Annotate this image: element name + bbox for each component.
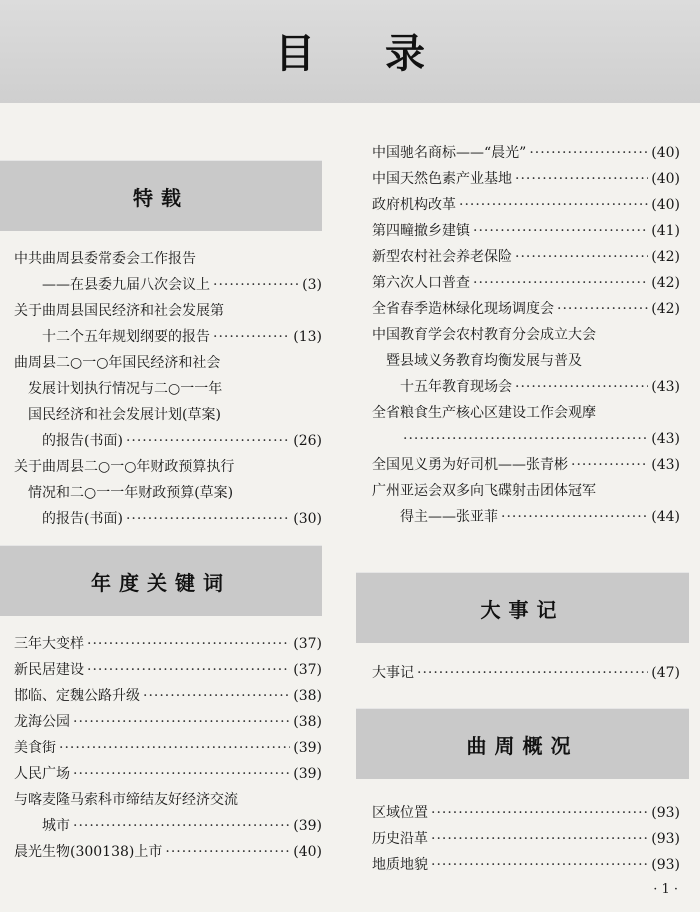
- leader-dots: [213, 324, 290, 350]
- leader-dots: [403, 426, 648, 452]
- leader-dots: [165, 839, 290, 865]
- toc-entry-title: 的报告(书面): [42, 433, 123, 449]
- leader-dots: [515, 374, 648, 400]
- section-band-gaikuang: [356, 708, 689, 779]
- leader-dots: [213, 272, 299, 298]
- section-band-dashiji: [356, 572, 689, 643]
- toc-entry-title: 中共曲周县委常委会工作报告: [14, 251, 196, 267]
- toc-list-gaikuang: [372, 800, 680, 878]
- leader-dots: [459, 192, 648, 218]
- toc-entry-page: (40): [651, 171, 680, 187]
- toc-entry-page: (44): [651, 509, 680, 525]
- toc-entry-title: 中国教育学会农村教育分会成立大会: [372, 327, 596, 343]
- toc-entry[interactable]: [372, 296, 680, 322]
- leader-dots: [571, 452, 648, 478]
- toc-entry-title: 城市: [42, 818, 70, 834]
- toc-entry-page: (37): [293, 662, 322, 678]
- toc-entry-title: 龙海公园: [14, 714, 70, 730]
- leader-dots: [73, 813, 290, 839]
- toc-entry[interactable]: [372, 270, 680, 296]
- toc-entry-title: 关于曲周县二○一○年财政预算执行: [14, 459, 235, 475]
- page-header: [0, 0, 700, 103]
- leader-dots: [87, 657, 290, 683]
- toc-entry-title: 新民居建设: [14, 662, 84, 678]
- toc-list-keywords-left: [14, 631, 322, 865]
- toc-entry[interactable]: [14, 657, 322, 683]
- leader-dots: [529, 140, 648, 166]
- toc-entry[interactable]: [14, 683, 322, 709]
- toc-entry-title: 大事记: [372, 665, 414, 681]
- toc-entry[interactable]: [14, 787, 322, 839]
- toc-entry-title: 区域位置: [372, 805, 428, 821]
- toc-entry-page: (39): [293, 818, 322, 834]
- toc-entry[interactable]: [14, 350, 322, 454]
- toc-entry-title: 广州亚运会双多向飞碟射击团体冠军: [372, 483, 596, 499]
- toc-entry-title: 与喀麦隆马索科市缔结友好经济交流: [14, 792, 238, 808]
- toc-entry[interactable]: [372, 166, 680, 192]
- toc-entry-title: 第四疃撤乡建镇: [372, 223, 470, 239]
- toc-entry-page: (93): [651, 857, 680, 873]
- toc-entry-title: 新型农村社会养老保险: [372, 249, 512, 265]
- toc-entry-page: (41): [651, 223, 680, 239]
- toc-entry-title: ——在县委九届八次会议上: [42, 277, 210, 293]
- leader-dots: [87, 631, 290, 657]
- leader-dots: [515, 166, 648, 192]
- toc-entry-page: (93): [651, 831, 680, 847]
- toc-entry-title: 美食街: [14, 740, 56, 756]
- leader-dots: [431, 826, 648, 852]
- toc-entry-title: 的报告(书面): [42, 511, 123, 527]
- toc-entry-page: (38): [293, 714, 322, 730]
- toc-entry-title: 全省粮食生产核心区建设工作会观摩: [372, 405, 596, 421]
- toc-entry-title: 中国驰名商标——“晨光”: [372, 145, 527, 161]
- toc-entry-page: (30): [293, 511, 322, 527]
- toc-entry-page: (39): [293, 740, 322, 756]
- toc-entry-page: (37): [293, 636, 322, 652]
- leader-dots: [557, 296, 648, 322]
- toc-entry[interactable]: [372, 218, 680, 244]
- toc-entry-title: 地质地貌: [372, 857, 428, 873]
- toc-entry-page: (40): [293, 844, 322, 860]
- toc-entry-title: 邯临、定魏公路升级: [14, 688, 140, 704]
- toc-entry-title: 国民经济和社会发展计划(草案): [28, 407, 221, 423]
- toc-entry-page: (42): [651, 301, 680, 317]
- toc-entry-title: 三年大变样: [14, 636, 84, 652]
- toc-entry-title: 全省春季造林绿化现场调度会: [372, 301, 554, 317]
- toc-list-keywords-right: [372, 140, 680, 530]
- leader-dots: [143, 683, 290, 709]
- leader-dots: [473, 218, 648, 244]
- toc-entry[interactable]: [14, 298, 322, 350]
- toc-entry-title: 得主——张亚菲: [400, 509, 498, 525]
- toc-entry[interactable]: [372, 400, 680, 452]
- toc-entry-page: (42): [651, 249, 680, 265]
- toc-entry[interactable]: [14, 709, 322, 735]
- section-band-niandu: [0, 545, 322, 616]
- toc-entry[interactable]: [372, 826, 680, 852]
- toc-entry-title: 第六次人口普查: [372, 275, 470, 291]
- toc-entry-title: 暨县域义务教育均衡发展与普及: [386, 353, 582, 369]
- toc-entry-page: (93): [651, 805, 680, 821]
- toc-list-special: [14, 246, 322, 532]
- toc-entry-title: 中国天然色素产业基地: [372, 171, 512, 187]
- toc-entry[interactable]: [14, 761, 322, 787]
- section-title: 特载: [133, 185, 189, 210]
- toc-entry[interactable]: [372, 322, 680, 400]
- toc-entry-page: (43): [651, 379, 680, 395]
- toc-entry-title: 发展计划执行情况与二○一一年: [28, 381, 223, 397]
- leader-dots: [73, 709, 290, 735]
- leader-dots: [515, 244, 648, 270]
- toc-entry[interactable]: [372, 852, 680, 878]
- toc-entry-page: (43): [651, 431, 680, 447]
- toc-entry[interactable]: [372, 452, 680, 478]
- page-title: 目录: [275, 30, 495, 77]
- leader-dots: [73, 761, 290, 787]
- toc-entry-page: (47): [651, 665, 680, 681]
- section-title: 年度关键词: [91, 570, 231, 595]
- toc-entry-title: 关于曲周县国民经济和社会发展第: [14, 303, 224, 319]
- leader-dots: [501, 504, 648, 530]
- toc-entry-title: 全国见义勇为好司机——张青彬: [372, 457, 568, 473]
- toc-entry-title: 人民广场: [14, 766, 70, 782]
- toc-entry-title: 晨光生物(300138)上市: [14, 844, 163, 860]
- toc-entry[interactable]: [372, 478, 680, 530]
- toc-entry-page: (26): [293, 433, 322, 449]
- toc-entry-page: (3): [302, 277, 322, 293]
- section-band-teizai: [0, 160, 322, 231]
- leader-dots: [126, 428, 290, 454]
- toc-entry[interactable]: [372, 192, 680, 218]
- toc-entry-title: 十二个五年规划纲要的报告: [42, 329, 210, 345]
- toc-entry-title: 政府机构改革: [372, 197, 456, 213]
- leader-dots: [431, 800, 648, 826]
- toc-entry[interactable]: [14, 246, 322, 298]
- toc-entry[interactable]: [14, 735, 322, 761]
- toc-entry-title: 曲周县二○一○年国民经济和社会: [14, 355, 221, 371]
- toc-entry-title: 情况和二○一一年财政预算(草案): [28, 485, 234, 501]
- toc-entry[interactable]: [14, 454, 322, 532]
- toc-entry-page: (40): [651, 145, 680, 161]
- toc-entry-page: (13): [293, 329, 322, 345]
- toc-entry[interactable]: [372, 660, 680, 686]
- leader-dots: [126, 506, 290, 532]
- toc-entry-page: (42): [651, 275, 680, 291]
- toc-entry[interactable]: [372, 800, 680, 826]
- leader-dots: [431, 852, 648, 878]
- toc-entry-page: (43): [651, 457, 680, 473]
- leader-dots: [473, 270, 648, 296]
- toc-entry[interactable]: [14, 839, 322, 865]
- toc-entry-page: (38): [293, 688, 322, 704]
- toc-entry[interactable]: [372, 140, 680, 166]
- toc-list-dashiji: [372, 660, 680, 686]
- page-number: · 1 ·: [653, 882, 678, 897]
- leader-dots: [59, 735, 290, 761]
- leader-dots: [417, 660, 648, 686]
- toc-entry-title: 历史沿革: [372, 831, 428, 847]
- section-title: 大事记: [480, 597, 565, 622]
- toc-entry-page: (39): [293, 766, 322, 782]
- toc-entry[interactable]: [372, 244, 680, 270]
- toc-entry-title: 十五年教育现场会: [400, 379, 512, 395]
- toc-entry-page: (40): [651, 197, 680, 213]
- section-title: 曲周概况: [466, 733, 579, 758]
- toc-entry[interactable]: [14, 631, 322, 657]
